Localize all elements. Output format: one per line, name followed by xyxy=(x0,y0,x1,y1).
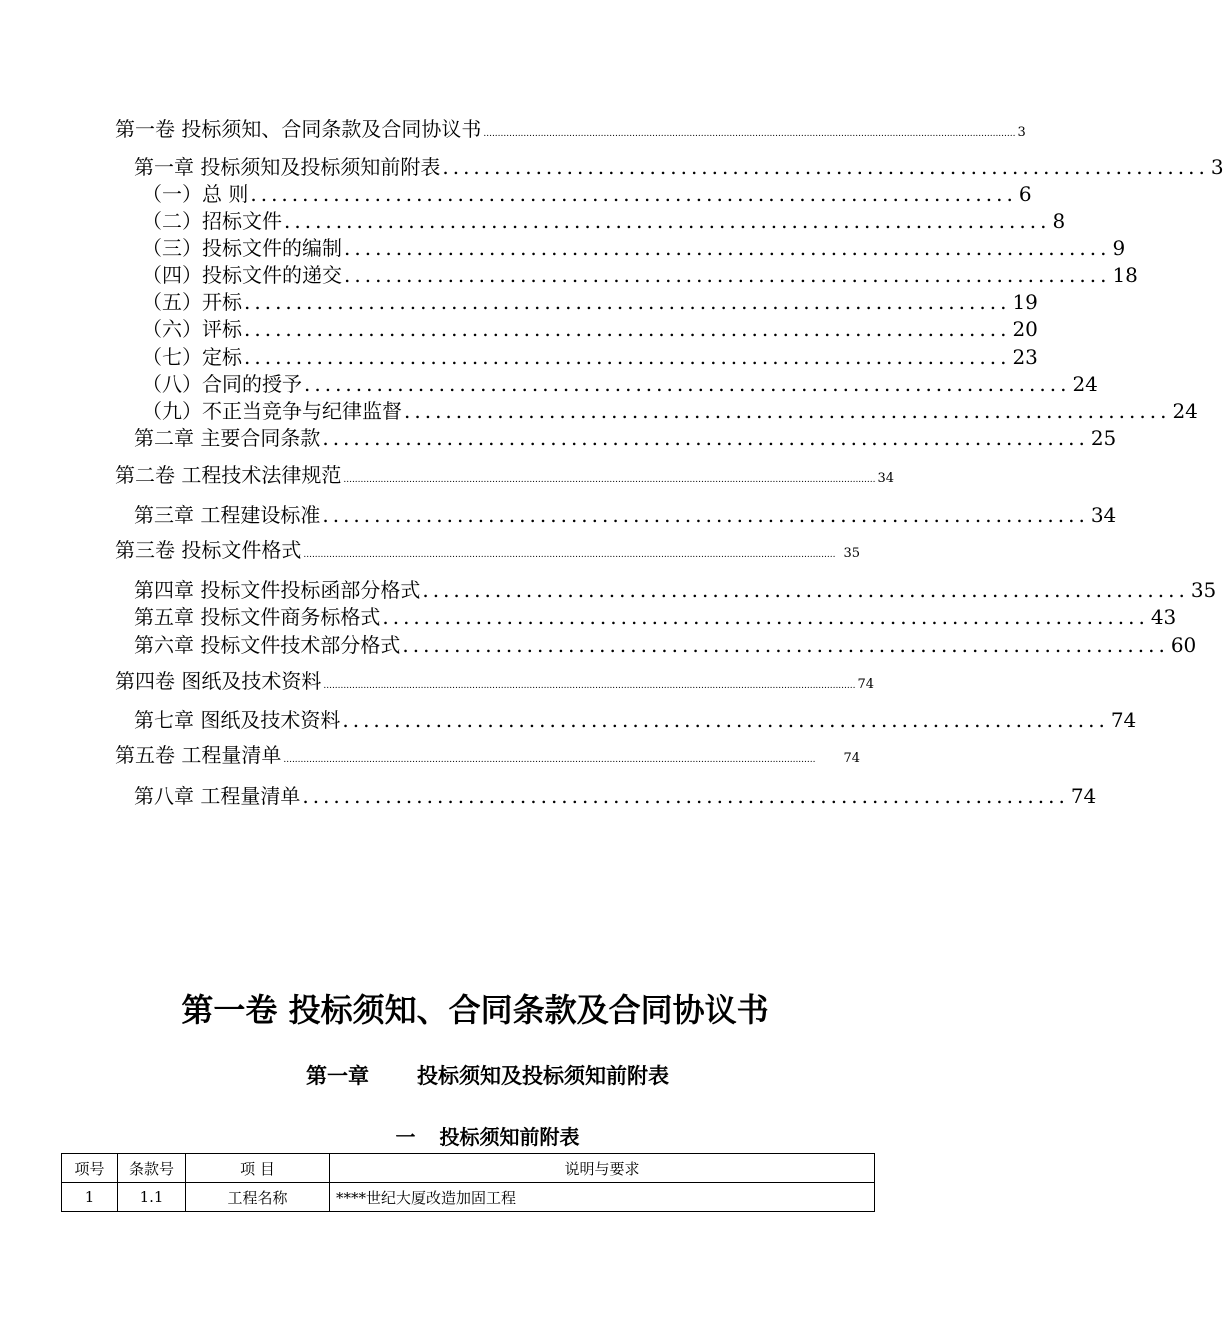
toc-entry-page: 35 xyxy=(1190,578,1217,602)
chapter-heading xyxy=(0,1062,975,1090)
toc-entry-page: 74 xyxy=(843,751,860,766)
toc-entry-page: 3 xyxy=(1210,155,1224,179)
toc-entry-page: 19 xyxy=(1012,290,1038,314)
toc-entry-label: （二）招标文件 xyxy=(142,209,282,233)
chapter-title: 投标须知及投标须知前附表 xyxy=(417,1064,669,1088)
toc-leader-dots: .......................................................................... xyxy=(404,399,1171,423)
toc-entry-page: 35 xyxy=(843,546,860,561)
toc-entry-section-9[interactable] xyxy=(142,398,1198,424)
toc-entry-label: （六）评标 xyxy=(142,317,242,341)
toc-entry-page: 18 xyxy=(1112,263,1138,287)
toc-leader-dots: .......................................................................... xyxy=(304,372,1071,396)
section-title: 投标须知前附表 xyxy=(439,1125,580,1149)
toc-leader-dots: .......................................................................... xyxy=(402,633,1169,657)
column-header-description: 说明与要求 xyxy=(330,1154,875,1183)
toc-entry-page: 74 xyxy=(1070,784,1097,808)
volume-heading: 第一卷 投标须知、合同条款及合同协议书 xyxy=(181,991,769,1029)
toc-entry-label: （八）合同的授予 xyxy=(142,372,302,396)
table-cell-description: ****世纪大厦改造加固工程 xyxy=(330,1183,875,1212)
toc-entry-chapter-2[interactable] xyxy=(134,425,1117,451)
table-cell-clause-no: 1.1 xyxy=(118,1183,186,1212)
toc-entry-label: 第一卷 投标须知、合同条款及合同协议书 xyxy=(115,117,482,141)
toc-leader-dots: .......................................................................... xyxy=(244,345,1011,369)
toc-entry-page: 74 xyxy=(1110,708,1137,732)
toc-leader-dots: .......................................................................... xyxy=(284,209,1051,233)
toc-entry-section-6[interactable] xyxy=(142,316,1038,342)
table-row xyxy=(62,1183,875,1212)
toc-entry-label: 第五章 投标文件商务标格式 xyxy=(134,605,381,629)
toc-entry-label: （四）投标文件的递交 xyxy=(142,263,342,287)
toc-entry-chapter-5[interactable] xyxy=(134,604,1177,630)
column-header-clause-no: 条款号 xyxy=(118,1154,186,1183)
toc-entry-section-4[interactable] xyxy=(142,262,1138,288)
toc-leader-dots: .......................................................................... xyxy=(244,290,1011,314)
toc-leader-dots: .......................................................................................................................................................................................... xyxy=(283,755,816,765)
toc-entry-volume-2[interactable] xyxy=(115,462,895,493)
toc-entry-label: 第二章 主要合同条款 xyxy=(134,426,321,450)
toc-entry-volume-3[interactable] xyxy=(115,537,860,568)
toc-entry-section-3[interactable] xyxy=(142,235,1126,261)
toc-entry-chapter-6[interactable] xyxy=(134,632,1197,658)
toc-entry-label: 第四章 投标文件投标函部分格式 xyxy=(134,578,421,602)
toc-entry-label: 第四卷 图纸及技术资料 xyxy=(115,669,322,693)
toc-entry-label: （一）总 则 xyxy=(142,182,249,206)
toc-entry-label: 第五卷 工程量清单 xyxy=(115,743,282,767)
toc-entry-label: 第三章 工程建设标准 xyxy=(134,503,321,527)
toc-entry-chapter-8[interactable] xyxy=(134,783,1097,809)
toc-entry-section-8[interactable] xyxy=(142,371,1098,397)
toc-entry-label: （五）开标 xyxy=(142,290,242,314)
toc-entry-page: 34 xyxy=(877,471,895,486)
toc-entry-label: 第六章 投标文件技术部分格式 xyxy=(134,633,401,657)
section-heading xyxy=(0,1123,975,1151)
toc-entry-volume-1[interactable] xyxy=(115,116,1026,147)
toc-entry-label: （九）不正当竞争与纪律监督 xyxy=(142,399,402,423)
toc-entry-label: 第一章 投标须知及投标须知前附表 xyxy=(134,155,441,179)
toc-entry-page: 24 xyxy=(1172,399,1198,423)
appendix-table xyxy=(61,1153,875,1212)
toc-entry-page: 8 xyxy=(1052,209,1066,233)
toc-entry-page: 23 xyxy=(1012,345,1038,369)
toc-leader-dots: .......................................................................... xyxy=(342,708,1109,732)
toc-entry-chapter-3[interactable] xyxy=(134,502,1117,528)
toc-entry-section-1[interactable] xyxy=(142,181,1032,207)
toc-leader-dots: .......................................................................................................................................................................................... xyxy=(323,681,856,691)
toc-entry-page: 6 xyxy=(1018,182,1032,206)
toc-entry-label: （三）投标文件的编制 xyxy=(142,236,342,260)
toc-entry-chapter-7[interactable] xyxy=(134,707,1137,733)
toc-leader-dots: .......................................................................... xyxy=(344,263,1111,287)
toc-leader-dots: .......................................................................... xyxy=(302,784,1069,808)
toc-entry-label: 第二卷 工程技术法律规范 xyxy=(115,463,342,487)
table-cell-item: 工程名称 xyxy=(186,1183,330,1212)
toc-entry-chapter-4[interactable] xyxy=(134,577,1217,603)
toc-entry-page: 74 xyxy=(857,677,875,692)
column-header-item: 项 目 xyxy=(186,1154,330,1183)
toc-entry-page: 3 xyxy=(1017,125,1026,140)
toc-entry-section-5[interactable] xyxy=(142,289,1038,315)
toc-entry-section-2[interactable] xyxy=(142,208,1066,234)
toc-entry-page: 34 xyxy=(1090,503,1117,527)
toc-leader-dots: .......................................................................................................................................................................................... xyxy=(483,129,1016,139)
toc-entry-page: 9 xyxy=(1112,236,1126,260)
section-number: 一 xyxy=(395,1125,416,1149)
column-header-item-no: 项号 xyxy=(62,1154,118,1183)
toc-entry-label: 第七章 图纸及技术资料 xyxy=(134,708,341,732)
toc-entry-page: 43 xyxy=(1150,605,1177,629)
toc-entry-label: （七）定标 xyxy=(142,345,242,369)
toc-entry-page: 60 xyxy=(1170,633,1197,657)
toc-entry-page: 24 xyxy=(1072,372,1098,396)
table-header-row xyxy=(62,1154,875,1183)
toc-leader-dots: .......................................................................... xyxy=(244,317,1011,341)
toc-leader-dots: .......................................................................... xyxy=(442,155,1209,179)
toc-leader-dots: .......................................................................... xyxy=(422,578,1189,602)
toc-leader-dots: .......................................................................... xyxy=(322,503,1089,527)
toc-leader-dots: .......................................................................... xyxy=(382,605,1149,629)
toc-leader-dots: .......................................................................................................................................................................................... xyxy=(303,550,836,560)
toc-leader-dots: .......................................................................... xyxy=(344,236,1111,260)
toc-entry-label: 第三卷 投标文件格式 xyxy=(115,538,302,562)
toc-entry-section-7[interactable] xyxy=(142,344,1038,370)
toc-leader-dots: .......................................................................................................................................................................................... xyxy=(343,475,876,485)
toc-entry-chapter-1[interactable] xyxy=(134,154,1224,180)
toc-entry-volume-5[interactable] xyxy=(115,742,860,773)
toc-entry-page: 20 xyxy=(1012,317,1038,341)
toc-leader-dots: .......................................................................... xyxy=(322,426,1089,450)
table-cell-item-no: 1 xyxy=(62,1183,118,1212)
toc-entry-label: 第八章 工程量清单 xyxy=(134,784,301,808)
toc-entry-volume-4[interactable] xyxy=(115,668,875,699)
toc-leader-dots: .......................................................................... xyxy=(250,182,1017,206)
toc-entry-page: 25 xyxy=(1090,426,1117,450)
chapter-number: 第一章 xyxy=(306,1064,369,1088)
